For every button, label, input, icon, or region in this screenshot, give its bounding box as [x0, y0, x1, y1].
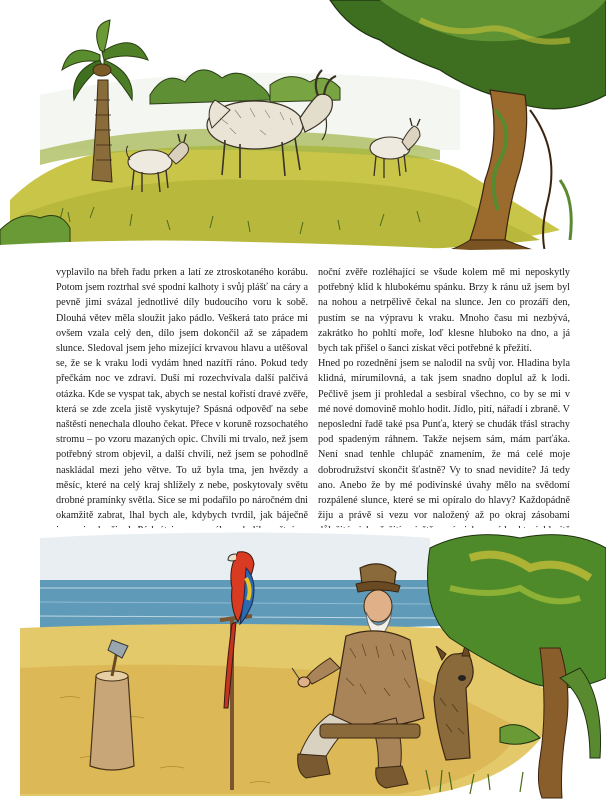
robinson-scene-illustration — [0, 528, 606, 800]
paragraph: vyplavilo na břeh řadu prken a latí ze ztroskotaného korábu. Potom jsem roztrhal své spodní kalhoty i svůj plášť na cáry a pevně jimi svázal jednotlivé díly budoucího voru k sobě. Dlouhá větev měla sloužit jako pádlo. Veškerá tato práce mi ovšem vzala celý den, dílo jsem dokončil až se západem slunce. Sledoval jsem jeho mizející krvavou hlavu a utěšoval se, že se k vraku lodi vydám hned nazítří ráno. Pokud tedy přečkám noc ve zdraví. Duší mi rozechvívala další palčivá otázka. Kde se vyspat tak, abych se nestal kořistí dravé zvěře, která se zde zcela jistě vyskytuje? Spásná odpověď na sebe naštěstí nenechala dlouho čekat. Přece v koruně rozsochatého stromu – po vzoru mazaných opic. Chvíli mi trvalo, než jsem potřebný strom objevil, a další chvíli, než jsem se pohodlně naskládal mezi jeho větve. To už byla tma, jen hvězdy a měsíc, které na celý kraj shlížely z nebe, poskytovaly světu drobné pramínky světla. Sice se mi podařilo po náročném dni okamžitě zabrat, lhal bych ale, kdybych tvrdil, jak báječně — [56, 267, 308, 522]
left-text-column — [56, 265, 308, 554]
goats-meadow-illustration — [0, 0, 606, 262]
top-illustration — [0, 0, 606, 262]
bottom-illustration — [0, 528, 606, 800]
right-text-column — [318, 265, 570, 554]
paragraph: noční zvěře rozléhající se všude kolem mě mi neposkytly potřebný klid k hlubokému spánku. Brzy k ránu už jsem byl na nohou a netrpělivě čekal na slunce. Jen co prozáří den, pustím se na výpravu k vraku. Mnoho času mi nezbývá, zakrátko ho pohltí moře, loď klesne hluboko na dno, a já bych tak přišel o šanci získat věci potřebné k přežití. — [318, 267, 570, 355]
paragraph: Hned po rozednění jsem se nalodil na svůj vor. Hladina byla klidná, mírumilovná, a tak jsem snadno doplul až k lodi. Pečlivě jsem ji prohledal a sesbíral všechno, co by se mi v mé nové domovině mohlo hodit. Jídlo, pití, nářadí i zbraně. V neposlední řadě také psa Punťa, který se chudák třásl strachy pod spadeným ráhnem. Takže nejsem sám, mám parťáka. Není snad tenhle chlupáč znamením, že má celé moje dobrodružství skončit šťastně? Vy to snad nevidíte? Já tedy ano. Anebo že by mé podivínské úvahy mělo na svědomí rozpálené slunce, které se mi opíralo do hlavy? Každopádně žiju a právě si vezu vor naložený až po okraj zásobami — [318, 358, 570, 522]
